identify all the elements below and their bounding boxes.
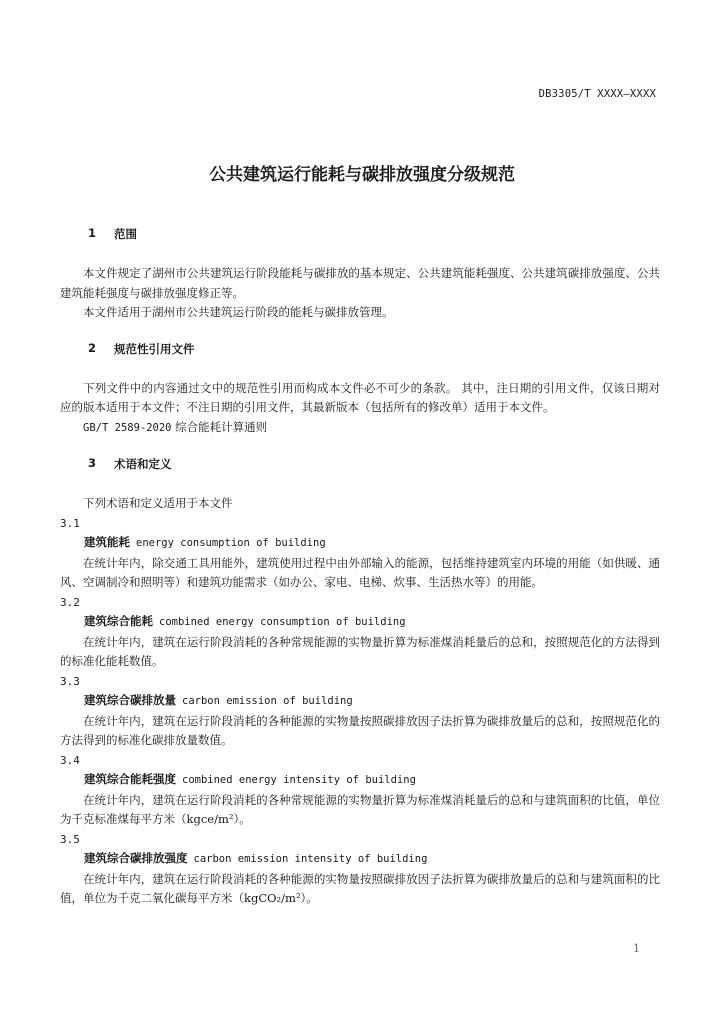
term-number: 3.2 xyxy=(60,595,80,609)
term-definition: 在统计年内，建筑在运行阶段消耗的各种能源的实物量按照碳排放因子法折算为碳排放量后的总和与建筑面积的比值，单位为千克二氧化碳每平方米（kgCO₂/m²）。 xyxy=(60,871,660,905)
paragraph: 本文件适用于湖州市公共建筑运行阶段的能耗与碳排放管理。 xyxy=(83,305,394,319)
term-english: energy consumption of building xyxy=(136,537,326,549)
reference-title: 综合能耗计算通则 xyxy=(175,419,268,434)
section-1-heading xyxy=(88,226,660,242)
term-number: 3.5 xyxy=(60,832,80,846)
term-english: combined energy consumption of building xyxy=(159,616,406,628)
term-english: carbon emission intensity of building xyxy=(193,853,428,865)
reference-code: GB/T 2589-2020 xyxy=(83,421,172,434)
term-name: 建筑综合能耗 xyxy=(84,614,153,628)
term-english: combined energy intensity of building xyxy=(182,774,416,786)
term-definition: 在统计年内，除交通工具用能外，建筑使用过程中由外部输入的能源，包括维持建筑室内环境的用能（如供暖、通风、空调制冷和照明等）和建筑功能需求（如办公、家电、电梯、炊事、生活热水等）的用能。 xyxy=(60,555,660,589)
term-3-4 xyxy=(60,751,660,830)
paragraph: 本文件规定了湖州市公共建筑运行阶段能耗与碳排放的基本规定、公共建筑能耗强度、公共建筑碳排放强度、公共建筑能耗强度与碳排放强度修正等。 xyxy=(60,266,660,300)
document-title: 公共建筑运行能耗与碳排放强度分级规范 xyxy=(209,165,515,185)
term-3-2 xyxy=(60,593,660,672)
section-title: 规范性引用文件 xyxy=(114,341,195,356)
term-name: 建筑能耗 xyxy=(84,535,130,549)
document-body xyxy=(60,226,660,909)
term-name: 建筑综合碳排放量 xyxy=(84,693,176,707)
section-number: 3 xyxy=(88,456,97,470)
term-number: 3.3 xyxy=(60,674,80,688)
section-3-heading xyxy=(88,456,660,472)
reference-entry xyxy=(60,418,660,439)
term-definition: 在统计年内，建筑在运行阶段消耗的各种能源的实物量按照碳排放因子法折算为碳排放量后的总和，按照规范化的方法得到的标准化碳排放量数值。 xyxy=(60,713,660,747)
term-number: 3.4 xyxy=(60,753,80,767)
section-number: 1 xyxy=(88,226,97,240)
section-2-heading xyxy=(88,341,660,357)
term-name: 建筑综合能耗强度 xyxy=(84,772,176,786)
paragraph: 下列文件中的内容通过文中的规范性引用而构成本文件必不可少的条款。 其中，注日期的引用文件，仅该日期对应的版本适用于本文件；不注日期的引用文件，其最新版本（包括所有的修改单）适用于本文件。 xyxy=(60,380,660,414)
section-title: 范围 xyxy=(114,227,138,241)
term-english: carbon emission of building xyxy=(182,695,353,707)
term-definition: 在统计年内，建筑在运行阶段消耗的各种常规能源的实物量折算为标准煤消耗量后的总和与建筑面积的比值，单位为千克标准煤每平方米（kgce/m²）。 xyxy=(60,792,660,826)
term-name: 建筑综合碳排放强度 xyxy=(84,851,188,865)
section-number: 2 xyxy=(88,340,97,355)
paragraph: 下列术语和定义适用于本文件 xyxy=(83,496,233,510)
term-3-1 xyxy=(60,514,660,593)
standard-code: DB3305/T XXXX—XXXX xyxy=(538,88,656,100)
section-title: 术语和定义 xyxy=(114,457,172,471)
term-number: 3.1 xyxy=(60,516,80,530)
term-definition: 在统计年内，建筑在运行阶段消耗的各种常规能源的实物量折算为标准煤消耗量后的总和，按照规范化的方法得到的标准化能耗数值。 xyxy=(60,634,660,668)
term-3-5 xyxy=(60,830,660,909)
term-3-3 xyxy=(60,672,660,751)
page-number: 1 xyxy=(633,942,640,955)
